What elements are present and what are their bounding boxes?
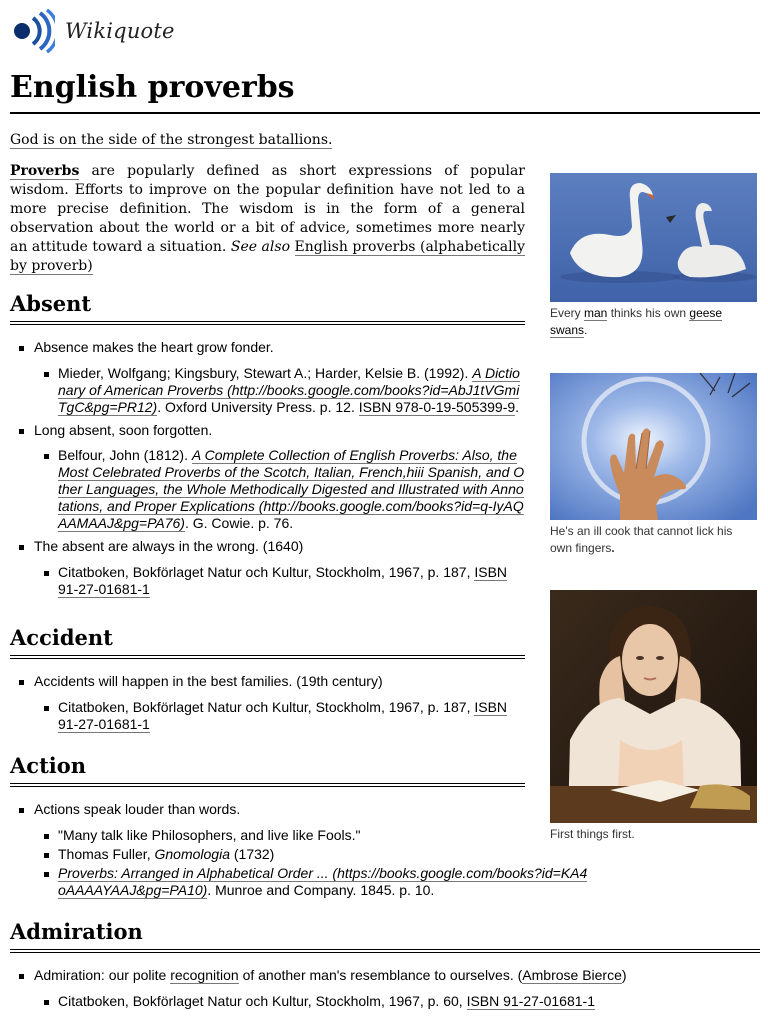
logo-wordmark: Wikiquote [65,19,175,43]
section-heading: Accident [10,624,525,659]
hand-image[interactable] [550,373,757,520]
woman-painting-image[interactable] [550,590,757,823]
figure-caption: Every man thinks his own geese swans. [550,306,723,337]
source-item: Mieder, Wolfgang; Kingsbury, Stewart A.; Harder, Kelsie B. (1992). A Dictionary of American Proverbs (http://books.google.com/books?id=AbJ1tVGmiTgC&pg=PR12). Oxford University Press. p. 12. ISBN 978-0-19-505399-9. [10,365,525,416]
proverb-item: Accidents will happen in the best families. (19th century) [10,673,525,690]
tagline-link[interactable]: God is on the side of the strongest batallions. [10,132,333,148]
tagline[interactable] [10,130,332,150]
source-item: Thomas Fuller, Gnomologia (1732) [10,846,525,863]
figure-caption: First things first. [550,827,635,841]
isbn-link[interactable]: ISBN 91-27-01681-1 [58,699,508,732]
figure-woman [550,590,757,843]
see-also-link[interactable]: English proverbs (alphabetically by proverb) [10,239,526,274]
isbn-link[interactable]: ISBN 978-0-19-505399-9 [358,399,516,415]
source-item: "Many talk like Philosophers, and live like Fools." [10,827,525,844]
man-link[interactable]: man [584,306,608,320]
source-item: Belfour, John (1812). A Complete Collection of English Proverbs: Also, the Most Celebrated Proverbs of the Scotch, Italian, French,hiii Spanish, and Other Languages, the Whole Methodically Digested and Illustrated with Annotations, and Proper Explications (http://books.google.com/books?id=q-IyAQAAMAAJ&pg=PA76). G. Cowie. p. 76. [10,447,525,532]
proverb-item: Actions speak louder than words. [10,801,525,818]
figure-swans [550,173,757,339]
section-accident [10,624,525,733]
source-item: Citatboken, Bokförlaget Natur och Kultur, Stockholm, 1967, p. 187, ISBN 91-27-01681-1 [10,699,525,733]
section-heading: Absent [10,290,525,325]
section-heading: Action [10,752,525,787]
source-item: Citatboken, Bokförlaget Natur och Kultur, Stockholm, 1967, p. 60, ISBN 91-27-01681-1 [10,993,760,1010]
figure-hand [550,373,757,557]
source-item: Proverbs: Arranged in Alphabetical Order ... (https://books.google.com/books?id=KA4oAAAAYAAJ&pg=PA10). Munroe and Company. 1845. p. 10. [10,865,588,899]
isbn-link[interactable]: ISBN 91-27-01681-1 [58,564,508,597]
source-link[interactable]: A Complete Collection of English Proverbs: Also, the Most Celebrated Proverbs of the Scotch, Italian, French,hiii Spanish, and Other Languages, the Whole Methodically Digested and Illustrated with Annotations, and Proper Explications (http://books.google.com/books?id=q-IyAQAAMAAJ&pg=PA76) [58,447,525,531]
section-heading: Admiration [10,918,760,953]
proverb-item: The absent are always in the wrong. (1640) [10,538,525,555]
intro-paragraph: Proverbs are popularly defined as short expressions of popular wisdom. Efforts to improve on the popular definition have not led to a more precise definition. The wisdom is in the form of a general observation about the world or a bit of advice, sometimes more nearly an attitude toward a situation. See also English proverbs (alphabetically by proverb) [10,163,526,274]
proverb-item: Long absent, soon forgotten. [10,422,525,439]
author-link[interactable]: Ambrose Bierce [522,967,622,983]
section-absent [10,290,525,598]
wikiquote-logo[interactable] [13,8,175,54]
section-action [10,752,588,899]
recognition-link[interactable]: recognition [170,967,239,983]
figure-caption: He's an ill cook that cannot lick his own fingers. [550,524,733,555]
proverbs-link[interactable]: Proverbs [10,163,80,179]
proverb-item: Absence makes the heart grow fonder. [10,339,525,356]
wikiquote-logo-icon [13,8,55,54]
proverb-item: Admiration: our polite recognition of another man's resemblance to ourselves. (Ambrose Bierce) [10,967,760,984]
source-link[interactable]: A Dictionary of American Proverbs (http://books.google.com/books?id=AbJ1tVGmiTgC&pg=PR12) [58,365,520,415]
section-admiration [10,918,760,1010]
page-title: English proverbs [10,66,760,114]
geese-link[interactable]: geese [689,306,723,320]
swans-link[interactable]: swans [550,323,585,337]
isbn-link[interactable]: ISBN 91-27-01681-1 [466,993,595,1009]
source-link[interactable]: Proverbs: Arranged in Alphabetical Order ... (https://books.google.com/books?id=KA4oAAAAYAAJ&pg=PA10) [58,865,588,898]
swans-image[interactable] [550,173,757,302]
source-item: Citatboken, Bokförlaget Natur och Kultur, Stockholm, 1967, p. 187, ISBN 91-27-01681-1 [10,564,525,598]
